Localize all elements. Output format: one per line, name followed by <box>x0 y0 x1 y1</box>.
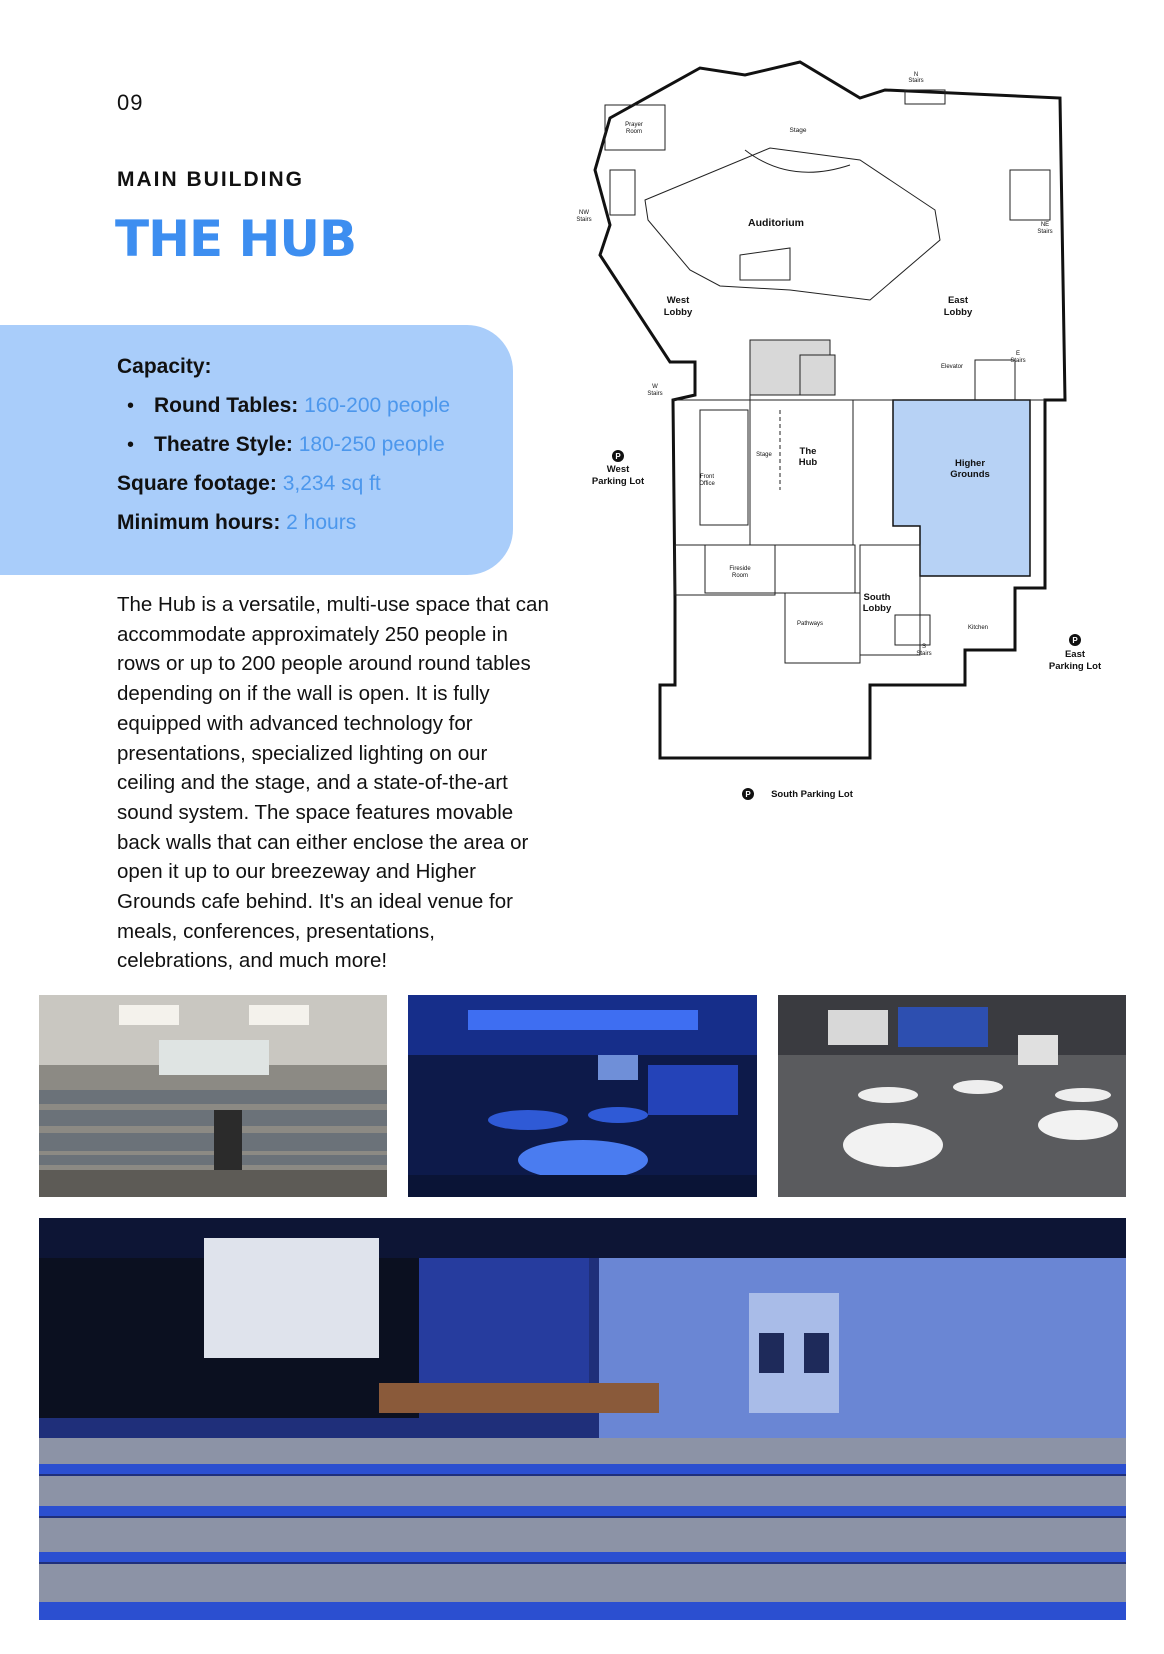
west-lobby-label: Lobby <box>663 307 693 318</box>
front-office-label: Office <box>699 481 715 487</box>
east-parking-label: Parking Lot <box>1048 661 1102 672</box>
theatre-style-label: Theatre Style: <box>154 433 293 456</box>
prayer-room-label: Room <box>625 129 643 135</box>
description-line: The Hub is a versatile, multi-use space that can <box>117 593 549 616</box>
description-line: Grounds cafe behind. It's an ideal venue for <box>117 890 513 914</box>
svg-text:P: P <box>1072 636 1078 645</box>
n-stairs-label: Stairs <box>908 78 924 84</box>
theatre-style-value: 180-250 people <box>298 433 445 456</box>
square-footage-label: Square footage: <box>117 472 277 495</box>
front-office-label: Front <box>699 474 715 480</box>
ne-stairs-label: Stairs <box>1037 229 1053 235</box>
east-lobby-label: Lobby <box>943 307 973 318</box>
auditorium-label: Auditorium <box>748 217 804 229</box>
theatre-rows-daylight-photo <box>39 995 387 1197</box>
square-footage-value: 3,234 sq ft <box>282 472 381 495</box>
parking-icon <box>1069 634 1081 646</box>
hub-stage-label: Stage <box>756 452 772 458</box>
page-title: THE HUB <box>115 210 357 268</box>
minimum-hours-line <box>117 511 356 535</box>
fireside-room-label: Fireside <box>729 566 751 572</box>
higher-grounds-highlight <box>893 400 1030 576</box>
e-stairs-label: Stairs <box>1010 358 1026 364</box>
west-parking-label: Parking Lot <box>591 476 645 487</box>
description-line: ceiling and the stage, and a state-of-the-art <box>117 771 508 795</box>
section-eyebrow: MAIN BUILDING <box>117 168 304 191</box>
description-line: meals, conferences, presentations, <box>117 919 435 943</box>
round-tables-label: Round Tables: <box>154 394 299 417</box>
theatre-style-line <box>154 433 445 457</box>
bullet: • <box>127 395 135 417</box>
s-stairs-label: Stairs <box>916 651 932 657</box>
description-line: accommodate approximately 250 people in <box>117 622 508 646</box>
higher-grounds-label: Higher <box>954 458 986 469</box>
ne-stairs-label: NE <box>1040 222 1050 228</box>
capacity-heading: Capacity: <box>117 355 212 378</box>
nw-stairs-label: NW <box>579 210 589 216</box>
parking-icon <box>612 450 624 462</box>
pathways-label: Pathways <box>796 621 824 627</box>
minimum-hours-label: Minimum hours: <box>117 511 281 534</box>
kitchen-label: Kitchen <box>967 625 989 631</box>
bullet: • <box>127 434 135 456</box>
round-tables-photo <box>778 995 1126 1197</box>
elevator-label: Elevator <box>940 364 964 370</box>
description-line: equipped with advanced technology for <box>117 711 473 735</box>
fireside-room-label: Room <box>731 573 749 579</box>
square-footage-line <box>117 472 381 496</box>
w-stairs-label: Stairs <box>647 391 663 397</box>
n-stairs-label: N <box>913 72 919 78</box>
south-parking-label: South Parking Lot <box>771 789 853 800</box>
theatre-stage-wide-photo <box>39 1218 1126 1620</box>
s-stairs-label: S <box>921 644 927 650</box>
svg-text:P: P <box>745 790 751 799</box>
minimum-hours-value: 2 hours <box>286 511 357 534</box>
nw-stairs-label: Stairs <box>576 217 592 223</box>
description-line: sound system. The space features movable <box>117 800 514 824</box>
description-line: depending on if the wall is open. It is fully <box>117 682 490 706</box>
parking-icon <box>742 788 754 800</box>
description-line: presentations, specialized lighting on our <box>117 741 488 765</box>
south-lobby-label: Lobby <box>862 603 892 614</box>
description-line: celebrations, and much more! <box>117 949 388 973</box>
e-stairs-label: E <box>1015 351 1021 357</box>
south-lobby-label: South <box>863 592 891 603</box>
description-line: open it up to our breezeway and Higher <box>117 860 476 884</box>
stage-label: Stage <box>789 127 807 134</box>
description-line: back walls that can either enclose the area or <box>117 830 529 854</box>
page-number: 09 <box>117 90 144 115</box>
floor-plan <box>560 62 1102 827</box>
prayer-room-label: Prayer <box>625 122 643 128</box>
blue-lit-round-tables-photo <box>408 995 757 1197</box>
round-tables-value: 160-200 people <box>304 394 451 417</box>
east-parking-label: East <box>1064 649 1086 660</box>
description-line: rows or up to 200 people around round tables <box>117 652 531 676</box>
the-hub-label: The <box>799 446 817 457</box>
w-stairs-label: W <box>652 384 658 390</box>
the-hub-label: Hub <box>798 457 818 468</box>
west-parking-label: West <box>606 464 630 475</box>
description <box>117 590 617 976</box>
east-lobby-label: East <box>947 295 969 306</box>
svg-text:P: P <box>615 452 621 461</box>
higher-grounds-label: Grounds <box>950 469 990 480</box>
west-lobby-label: West <box>666 295 690 306</box>
round-tables-line <box>154 394 450 418</box>
